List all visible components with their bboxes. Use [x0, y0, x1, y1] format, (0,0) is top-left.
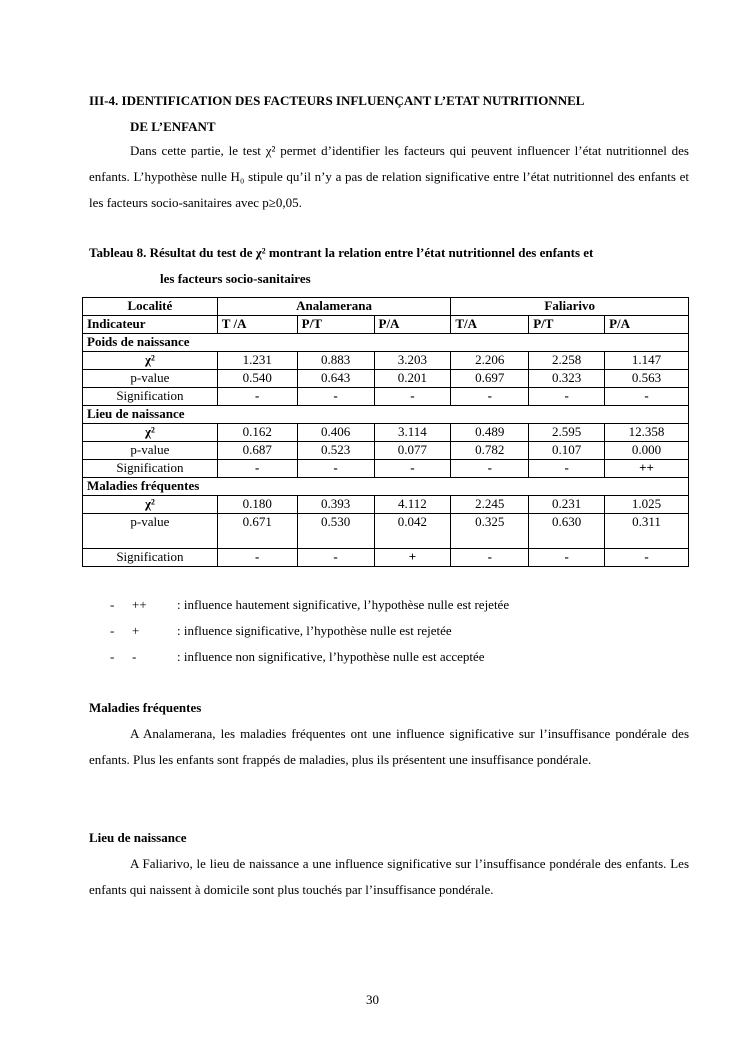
table-caption-line1: Tableau 8. Résultat du test de χ² montrant la relation entre l’état nutritionnel des enfants et: [89, 245, 594, 260]
sig-label: Signification: [83, 549, 218, 567]
section-heading-line2: DE L’ENFANT: [130, 119, 216, 134]
sig-cell: -: [605, 388, 689, 406]
cell: 0.883: [297, 352, 374, 370]
sig-cell: -: [529, 460, 605, 478]
table-row: [83, 424, 689, 442]
legend-symbol: +: [132, 623, 140, 638]
p-label: p-value: [83, 370, 218, 388]
sig-cell: -: [374, 460, 451, 478]
col-header: P/T: [529, 316, 605, 334]
cell: 4.112: [374, 496, 451, 514]
cell: 0.630: [529, 514, 605, 549]
cell: 0.042: [374, 514, 451, 549]
loc2-header: Faliarivo: [451, 298, 689, 316]
sig-cell: -: [217, 388, 297, 406]
lieu-paragraph: A Faliarivo, le lieu de naissance a une influence significative sur l’insuffisance pondérale des enfants. Les enfants qui naissent à domicile sont plus touchés par l’insuffisance pondérale.: [89, 856, 689, 897]
cell: 0.311: [605, 514, 689, 549]
localite-label: Localité: [83, 298, 218, 316]
cell: 3.203: [374, 352, 451, 370]
cell: 0.000: [605, 442, 689, 460]
maladies-paragraph: A Analamerana, les maladies fréquentes ont une influence significative sur l’insuffisance pondérale des enfants. Plus les enfants sont frappés de maladies, plus ils présentent une insuffisance pondérale.: [89, 726, 689, 767]
cell: 0.201: [374, 370, 451, 388]
group-row: [83, 334, 689, 352]
p-label: p-value: [83, 514, 218, 549]
sig-cell: -: [451, 549, 529, 567]
table-row: [83, 442, 689, 460]
table-row: [83, 496, 689, 514]
chi-label: χ²: [83, 352, 218, 370]
legend-text: : influence significative, l’hypothèse nulle est rejetée: [177, 623, 452, 638]
group-row: [83, 478, 689, 496]
legend-text: : influence hautement significative, l’hypothèse nulle est rejetée: [177, 597, 510, 612]
cell: 2.245: [451, 496, 529, 514]
legend-symbol: ++: [132, 597, 147, 612]
legend-item: [110, 621, 452, 641]
table-header-localite: [83, 298, 689, 316]
cell: 0.077: [374, 442, 451, 460]
sig-cell: -: [217, 460, 297, 478]
sig-cell: -: [297, 549, 374, 567]
cell: 2.206: [451, 352, 529, 370]
cell: 0.530: [297, 514, 374, 549]
legend-dash: -: [110, 597, 115, 612]
sig-cell: -: [529, 388, 605, 406]
cell: 1.147: [605, 352, 689, 370]
col-header: P/A: [605, 316, 689, 334]
table-row: [83, 352, 689, 370]
legend-text: : influence non significative, l’hypothèse nulle est acceptée: [177, 649, 485, 664]
cell: 0.540: [217, 370, 297, 388]
legend-symbol: -: [132, 649, 137, 664]
loc1-header: Analamerana: [217, 298, 451, 316]
lieu-title: Lieu de naissance: [89, 830, 187, 845]
page-number: 30: [366, 992, 379, 1007]
cell: 2.595: [529, 424, 605, 442]
intro-paragraph: Dans cette partie, le test χ² permet d’identifier les facteurs qui peuvent influencer l’état nutritionnel des enfants. L’hypothèse nulle H₀ stipule qu’il n’y a pas de relation significative entre l’état nutritionnel des enfants et les facteurs socio-sanitaires avec p≥0,05.: [89, 143, 689, 210]
legend-dash: -: [110, 623, 115, 638]
sig-cell: -: [297, 460, 374, 478]
cell: 1.231: [217, 352, 297, 370]
table-header-indicateur: [83, 316, 689, 334]
group-name: Poids de naissance: [83, 334, 689, 352]
sig-cell: +: [374, 549, 451, 567]
cell: 0.107: [529, 442, 605, 460]
col-header: T /A: [217, 316, 297, 334]
cell: 0.697: [451, 370, 529, 388]
legend-item: [110, 595, 509, 615]
cell: 0.563: [605, 370, 689, 388]
chi-label: χ²: [83, 424, 218, 442]
sig-cell: -: [605, 549, 689, 567]
col-header: T/A: [451, 316, 529, 334]
chi-square-table: [82, 297, 689, 567]
table-row: [83, 514, 689, 549]
sig-label: Signification: [83, 460, 218, 478]
cell: 0.523: [297, 442, 374, 460]
sig-cell: -: [217, 549, 297, 567]
cell: 0.489: [451, 424, 529, 442]
cell: 12.358: [605, 424, 689, 442]
p-label: p-value: [83, 442, 218, 460]
group-name: Maladies fréquentes: [83, 478, 689, 496]
cell: 3.114: [374, 424, 451, 442]
cell: 0.180: [217, 496, 297, 514]
cell: 0.406: [297, 424, 374, 442]
cell: 2.258: [529, 352, 605, 370]
table-row: [83, 549, 689, 567]
cell: 0.323: [529, 370, 605, 388]
cell: 0.671: [217, 514, 297, 549]
maladies-title: Maladies fréquentes: [89, 700, 202, 715]
cell: 0.393: [297, 496, 374, 514]
indicateur-label: Indicateur: [83, 316, 218, 334]
legend-dash: -: [110, 649, 115, 664]
sig-cell: -: [529, 549, 605, 567]
col-header: P/T: [297, 316, 374, 334]
cell: 0.643: [297, 370, 374, 388]
group-row: [83, 406, 689, 424]
table-caption: [89, 240, 689, 292]
group-name: Lieu de naissance: [83, 406, 689, 424]
cell: 0.782: [451, 442, 529, 460]
section-heading: [89, 88, 689, 140]
section-heading-line1: III-4. IDENTIFICATION DES FACTEURS INFLUENÇANT L’ETAT NUTRITIONNEL: [89, 93, 585, 108]
sig-cell: ++: [605, 460, 689, 478]
cell: 0.162: [217, 424, 297, 442]
sig-cell: -: [297, 388, 374, 406]
table-row: [83, 460, 689, 478]
table-caption-line2: les facteurs socio-sanitaires: [160, 271, 311, 286]
table-row: [83, 388, 689, 406]
cell: 0.231: [529, 496, 605, 514]
cell: 0.325: [451, 514, 529, 549]
sig-label: Signification: [83, 388, 218, 406]
sig-cell: -: [451, 388, 529, 406]
cell: 1.025: [605, 496, 689, 514]
sig-cell: -: [374, 388, 451, 406]
legend-item: [110, 647, 485, 667]
sig-cell: -: [451, 460, 529, 478]
table-row: [83, 370, 689, 388]
chi-label: χ²: [83, 496, 218, 514]
col-header: P/A: [374, 316, 451, 334]
cell: 0.687: [217, 442, 297, 460]
